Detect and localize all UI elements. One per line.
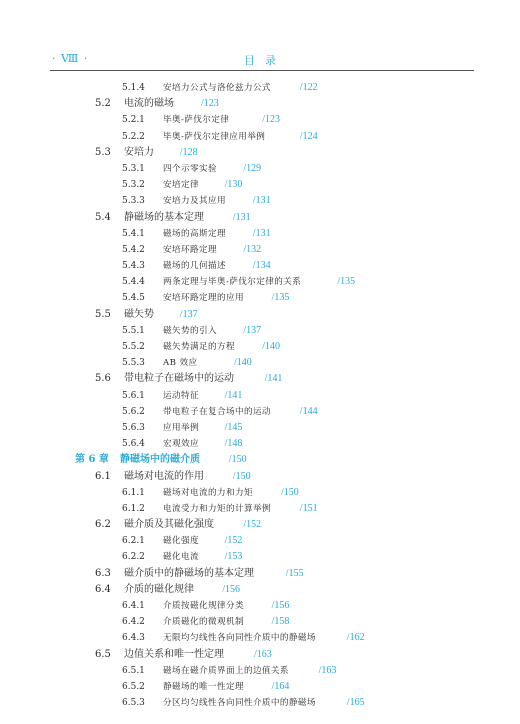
toc-page-number: /140 bbox=[262, 341, 280, 352]
toc-page-number: /134 bbox=[252, 260, 271, 272]
toc-title: 毕奥-萨伐尔定律应用举例 bbox=[163, 131, 266, 142]
toc-subsection[interactable] bbox=[0, 420, 520, 436]
toc-number: 6.1.1 bbox=[122, 487, 145, 498]
toc-number: 5.3.1 bbox=[122, 163, 145, 174]
toc-subsection[interactable] bbox=[0, 485, 520, 501]
toc-number: 5.4.3 bbox=[122, 261, 145, 272]
toc-page-number: /153 bbox=[224, 551, 243, 563]
toc-subsection[interactable] bbox=[0, 274, 520, 290]
toc-number: 5.6.2 bbox=[122, 406, 145, 417]
toc-subsection[interactable] bbox=[0, 129, 520, 145]
toc-page-number: /141 bbox=[224, 389, 243, 401]
toc-number: 5.3.2 bbox=[122, 180, 145, 191]
toc-subsection[interactable] bbox=[0, 549, 520, 565]
toc-number: 6.5.1 bbox=[122, 665, 145, 676]
toc-title: 安培环路定理 bbox=[163, 244, 217, 255]
toc-number: 5.1.4 bbox=[122, 83, 145, 93]
toc-subsection[interactable] bbox=[0, 112, 520, 128]
toc-title: 安培环路定理的应用 bbox=[163, 293, 244, 304]
toc-page-number: /131 bbox=[232, 211, 251, 223]
toc-page-number: /135 bbox=[337, 276, 356, 288]
toc-number: 6.3 bbox=[95, 567, 111, 579]
toc-title: 电流受力和力矩的计算举例 bbox=[163, 503, 271, 514]
toc-page-number: /128 bbox=[179, 146, 198, 158]
toc-subsection[interactable] bbox=[0, 355, 520, 371]
toc-page-number: /152 bbox=[224, 535, 243, 547]
toc-page-number: /152 bbox=[243, 519, 262, 531]
toc-number: 6.5.3 bbox=[122, 698, 145, 709]
toc-subsection[interactable] bbox=[0, 404, 520, 420]
toc-title: 磁场的几何描述 bbox=[163, 261, 226, 272]
toc-number: 6.4.2 bbox=[122, 617, 145, 628]
toc-subsection[interactable] bbox=[0, 80, 520, 96]
toc-title: 两条定理与毕奥-萨伐尔定律的关系 bbox=[163, 277, 302, 288]
toc-title: 磁矢势 bbox=[124, 308, 154, 320]
toc-subsection[interactable] bbox=[0, 533, 520, 549]
toc-title: 磁场在磁介质界面上的边值关系 bbox=[163, 665, 289, 676]
toc-title: 静磁场的唯一性定理 bbox=[163, 681, 244, 692]
toc-title: 安培力及其应用 bbox=[163, 196, 226, 207]
toc-page-number: /163 bbox=[254, 648, 272, 660]
toc-page-number: /158 bbox=[271, 616, 290, 628]
toc-title: 介质按磁化规律分类 bbox=[163, 601, 244, 611]
toc-title: 磁矢势的引入 bbox=[163, 325, 217, 336]
toc-number: 6.2 bbox=[95, 519, 111, 531]
toc-subsection[interactable] bbox=[0, 290, 520, 306]
toc-number: 5.6 bbox=[95, 373, 111, 385]
toc-page-number: /140 bbox=[234, 357, 252, 369]
toc-subsection[interactable] bbox=[0, 598, 520, 614]
toc-number: 5.2.1 bbox=[122, 115, 145, 126]
toc-number: 6.1.2 bbox=[122, 503, 145, 514]
toc-title: 安培定律 bbox=[163, 180, 199, 191]
toc-title: 静磁场中的磁介质 bbox=[120, 454, 200, 466]
toc-subsection[interactable] bbox=[0, 177, 520, 193]
toc-subsection[interactable] bbox=[0, 695, 520, 711]
page-folio: · Ⅷ · bbox=[52, 52, 89, 65]
toc-number: 6.2.1 bbox=[122, 536, 145, 547]
toc-number: 5.6.4 bbox=[122, 439, 145, 450]
toc-chapter[interactable] bbox=[0, 452, 520, 468]
toc-page-number: /162 bbox=[346, 632, 365, 644]
toc-section[interactable] bbox=[0, 469, 520, 485]
toc-subsection[interactable] bbox=[0, 161, 520, 177]
toc-title: 应用举例 bbox=[163, 422, 199, 433]
toc-number: 5.4.2 bbox=[122, 244, 145, 255]
toc-title: 四个示零实验 bbox=[163, 163, 217, 174]
toc-page-number: /131 bbox=[252, 195, 271, 207]
toc-page-number: /155 bbox=[285, 567, 304, 579]
toc-page-number: /124 bbox=[299, 130, 318, 142]
toc-page-number: /151 bbox=[299, 502, 318, 514]
toc-subsection[interactable] bbox=[0, 388, 520, 404]
toc-subsection[interactable] bbox=[0, 339, 520, 355]
toc-subsection[interactable] bbox=[0, 226, 520, 242]
toc-title: 介质磁化的微观机制 bbox=[163, 617, 244, 628]
toc-subsection[interactable] bbox=[0, 501, 520, 517]
toc-page-number: /129 bbox=[243, 162, 262, 174]
toc-page-number: /141 bbox=[264, 373, 283, 385]
toc-section[interactable] bbox=[0, 96, 520, 112]
toc-title: 带电粒子在复合场中的运动 bbox=[163, 406, 271, 417]
toc-number: 6.5.2 bbox=[122, 681, 145, 692]
toc-number: 5.4.4 bbox=[122, 277, 145, 288]
toc-page-number: /144 bbox=[299, 405, 318, 417]
toc-subsection[interactable] bbox=[0, 614, 520, 630]
toc-page-number: /150 bbox=[228, 454, 247, 466]
toc-title: 静磁场的基本定理 bbox=[124, 211, 204, 223]
toc-number: 5.2.2 bbox=[122, 131, 145, 142]
toc-page-number: /122 bbox=[299, 82, 318, 93]
toc-number: 6.4.3 bbox=[122, 633, 145, 644]
toc-subsection[interactable] bbox=[0, 630, 520, 646]
toc-page-number: /165 bbox=[346, 697, 365, 709]
toc-number: 5.6.3 bbox=[122, 422, 145, 433]
toc-page-number: /123 bbox=[201, 98, 219, 110]
toc-subsection[interactable] bbox=[0, 663, 520, 679]
toc-number: 5.4.1 bbox=[122, 228, 145, 239]
toc-title: 磁介质中的静磁场的基本定理 bbox=[124, 567, 254, 579]
toc-title: 分区均匀线性各向同性介质中的静磁场 bbox=[163, 698, 316, 709]
toc-section[interactable] bbox=[0, 145, 520, 161]
toc-number: 5.5 bbox=[95, 308, 111, 320]
toc-title: 安培力公式与洛伦兹力公式 bbox=[163, 83, 271, 93]
toc-section[interactable] bbox=[0, 371, 520, 387]
toc-page-number: /150 bbox=[232, 470, 251, 482]
toc-number: 5.4.5 bbox=[122, 293, 145, 304]
toc-number: 6.4.1 bbox=[122, 601, 145, 611]
toc-title: 磁场的高斯定理 bbox=[163, 228, 226, 239]
toc-number: 6.4 bbox=[95, 583, 111, 595]
toc-number: 5.5.1 bbox=[122, 325, 145, 336]
toc-page-number: /131 bbox=[252, 227, 271, 239]
toc-number: 5.4 bbox=[95, 211, 111, 223]
toc-title: 带电粒子在磁场中的运动 bbox=[124, 373, 234, 385]
toc-section[interactable] bbox=[0, 517, 520, 533]
toc-number: 5.2 bbox=[95, 98, 111, 110]
toc-page-number: /135 bbox=[271, 292, 290, 304]
toc-section[interactable] bbox=[0, 307, 520, 323]
toc-subsection[interactable] bbox=[0, 193, 520, 209]
toc-section[interactable] bbox=[0, 566, 520, 582]
toc-title: 毕奥-萨伐尔定律 bbox=[163, 115, 230, 126]
toc-page-number: /148 bbox=[224, 438, 243, 450]
toc-title: 运动特征 bbox=[163, 390, 199, 401]
toc-title: 磁矢势满足的方程 bbox=[163, 342, 235, 352]
toc-number: 6.1 bbox=[95, 470, 111, 482]
toc-page-number: /130 bbox=[224, 179, 243, 191]
toc-page-number: /150 bbox=[281, 486, 299, 498]
toc-title: 边值关系和唯一性定理 bbox=[124, 648, 224, 660]
running-title: 目录 bbox=[244, 54, 286, 67]
page-header bbox=[0, 0, 520, 74]
toc-number: 5.6.1 bbox=[122, 390, 145, 401]
toc-section[interactable] bbox=[0, 582, 520, 598]
toc-number: 第 6 章 bbox=[75, 454, 109, 466]
toc-title: 磁场对电流的作用 bbox=[124, 470, 204, 482]
toc-number: 5.3.3 bbox=[122, 196, 145, 207]
toc-page-number: /163 bbox=[318, 664, 337, 676]
toc-page-number: /164 bbox=[271, 680, 290, 692]
toc-title: 安培力 bbox=[124, 146, 154, 158]
toc-page-number: /145 bbox=[224, 421, 243, 433]
toc-number: 5.5.2 bbox=[122, 342, 145, 352]
toc-page-number: /123 bbox=[262, 114, 280, 126]
toc-title: 无限均匀线性各向同性介质中的静磁场 bbox=[163, 633, 316, 644]
toc-subsection[interactable] bbox=[0, 436, 520, 452]
toc-title: 磁介质及其磁化强度 bbox=[124, 519, 214, 531]
toc-subsection[interactable] bbox=[0, 258, 520, 274]
toc-number: 6.2.2 bbox=[122, 552, 145, 563]
toc-title: 电流的磁场 bbox=[124, 98, 174, 110]
toc-subsection[interactable] bbox=[0, 679, 520, 695]
toc-title: 介质的磁化规律 bbox=[124, 583, 194, 595]
toc-title: 磁化强度 bbox=[163, 536, 199, 547]
toc-subsection[interactable] bbox=[0, 242, 520, 258]
toc-section[interactable] bbox=[0, 647, 520, 663]
header-rule bbox=[50, 70, 474, 71]
toc-page-number: /137 bbox=[243, 324, 262, 336]
toc-section[interactable] bbox=[0, 210, 520, 226]
toc-title: 磁场对电流的力和力矩 bbox=[163, 487, 253, 498]
toc-number: 5.5.3 bbox=[122, 358, 145, 369]
toc-page-number: /156 bbox=[222, 583, 240, 595]
toc-number: 5.3 bbox=[95, 146, 111, 158]
toc-page-number: /156 bbox=[271, 600, 290, 611]
toc-number: 6.5 bbox=[95, 648, 111, 660]
toc-title: AB 效应 bbox=[163, 358, 198, 369]
toc-page-number: /137 bbox=[179, 308, 198, 320]
table-of-contents bbox=[0, 80, 520, 711]
toc-title: 磁化电流 bbox=[163, 552, 199, 563]
toc-subsection[interactable] bbox=[0, 323, 520, 339]
toc-title: 宏观效应 bbox=[163, 439, 199, 450]
toc-page-number: /132 bbox=[243, 243, 262, 255]
